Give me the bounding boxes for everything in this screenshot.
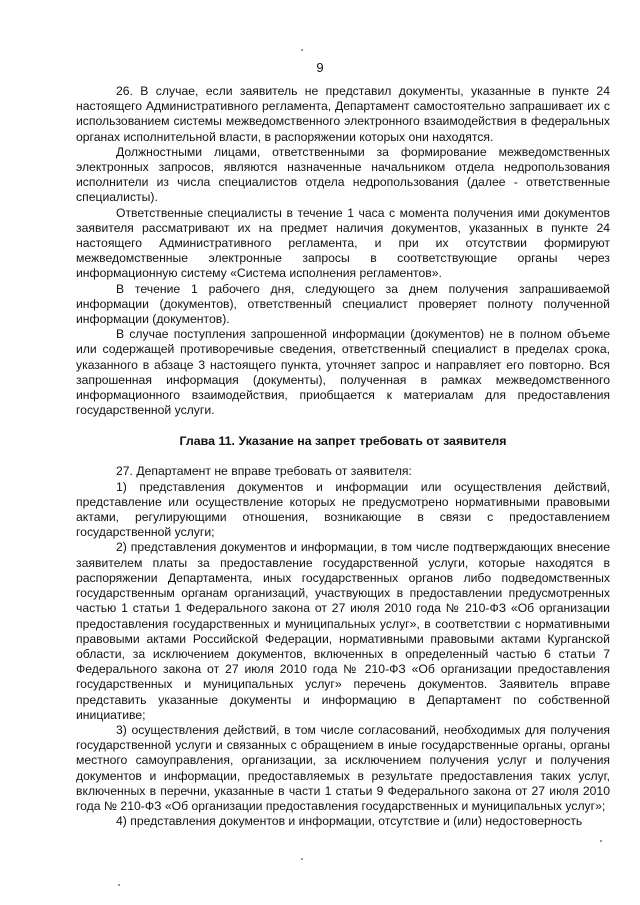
paragraph-27: 27. Департамент не вправе требовать от заявителя: [116, 464, 412, 479]
list-item-1: 1) представления документов и информации или осуществления действий, представление или осуществление которых не предусмотрено нормативными правовыми актами, регулирующими отношения, возникающие в связи с предоставлением государственной услуги; [76, 479, 610, 540]
chapter-heading: Глава 11. Указание на запрет требовать от заявителя [179, 434, 507, 449]
paragraph-request-formation: Ответственные специалисты в течение 1 часа с момента получения ими документов заявителя рассматривают их на предмет наличия документов, указанных в пункте 24 настоящего Административного регламента, и при их отсутствии формируют межведомственные электронные запросы в соответствующие органы через информационную систему «Система исполнения регламентов». [76, 205, 610, 281]
scan-speck [301, 858, 303, 860]
paragraph-repeat-request: В случае поступления запрошенной информации (документов) не в полном объеме или содержащей противоречивые сведения, ответственный специалист в пределах срока, указанного в абзаце 3 настоящего пункта, уточняет запрос и направляет его повторно. Вся запрошенная информация (документы), полученная в рамках межведомственного информационного взаимодействия, приобщается к материалам для предоставления государственной услуги. [76, 327, 610, 418]
scan-speck [118, 884, 120, 886]
paragraph-26: 26. В случае, если заявитель не представил документы, указанные в пункте 24 настоящего Административного регламента, Департамент самостоятельно запрашивает их с использованием системы межведомственного электронного взаимодействия в федеральных органах исполнительной власти, в распоряжении которых они находятся. [76, 84, 610, 144]
paragraph-responsible-officials: Должностными лицами, ответственными за формирование межведомственных электронных запросов, являются назначенные начальником отдела недропользования исполнители из числа специалистов отдела недропользования (далее - ответственные специалисты). [76, 144, 610, 205]
paragraph-completeness-check: В течение 1 рабочего дня, следующего за днем получения запрашиваемой информации (документов), ответственный специалист проверяет полноту полученной информации (документов). [76, 281, 610, 327]
document-body [76, 84, 610, 829]
page-number: 9 [316, 60, 324, 75]
list-item-3: 3) осуществления действий, в том числе согласований, необходимых для получения государственной услуги и связанных с обращением в иные государственные органы, органы местного самоуправления, организации, за исключением получения услуг и получения документов и информации, предоставляемых в результате предоставления таких услуг, включенных в перечни, указанные в части 1 статьи 9 Федерального закона от 27 июля 2010 года № 210-ФЗ «Об организации предоставления государственных и муниципальных услуг»; [76, 722, 610, 813]
list-item-4: 4) представления документов и информации, отсутствие и (или) недостоверность [116, 814, 583, 829]
list-item-2: 2) представления документов и информации, в том числе подтверждающих внесение заявителем платы за предоставление государственной услуги, которые находятся в распоряжении Департамента, иных государственных органов либо подведомственных государственным органам организаций, участвующих в предоставлении предусмотренных частью 1 статьи 1 Федерального закона от 27 июля 2010 года № 210-ФЗ «Об организации предоставления государственных и муниципальных услуг», в соответствии с нормативными правовыми актами Российской Федерации, нормативными правовыми актами Курганской области, за исключением документов, включенных в определенный частью 6 статьи 7 Федерального закона от 27 июля 2010 года № 210-ФЗ «Об организации предоставления государственных и муниципальных услуг» перечень документов. Заявитель вправе представить указанные документы и информацию в Департамент по собственной инициативе; [76, 540, 610, 722]
scan-speck [301, 49, 303, 51]
scan-speck [600, 840, 602, 842]
